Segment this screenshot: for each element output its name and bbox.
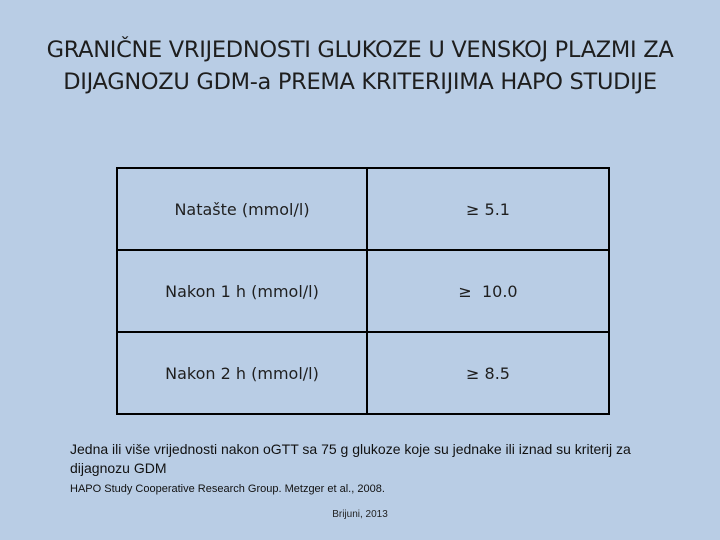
diagnosis-note: Jedna ili više vrijednosti nakon oGTT sa 75 g glukoze koje su jednake ili iznad su kriterij za dijagnozu GDM (70, 441, 631, 476)
row-value: ≥ 8.5 (367, 332, 609, 414)
table-row (117, 168, 609, 250)
row-label: Natašte (mmol/l) (117, 168, 367, 250)
row-label: Nakon 1 h (mmol/l) (117, 250, 367, 332)
table-row (117, 250, 609, 332)
table-row (117, 332, 609, 414)
row-value: ≥ 10.0 (367, 250, 609, 332)
reference-citation: HAPO Study Cooperative Research Group. Metzger et al., 2008. (70, 483, 385, 495)
row-value: ≥ 5.1 (367, 168, 609, 250)
slide-title-line-2: DIJAGNOZU GDM-a PREMA KRITERIJIMA HAPO STUDIJE (63, 69, 657, 95)
footer-location-date: Brijuni, 2013 (332, 509, 388, 520)
row-label: Nakon 2 h (mmol/l) (117, 332, 367, 414)
slide-title-line-1: GRANIČNE VRIJEDNOSTI GLUKOZE U VENSKOJ PLAZMI ZA (46, 37, 674, 63)
slide-title (20, 34, 700, 98)
criteria-table (116, 167, 610, 415)
